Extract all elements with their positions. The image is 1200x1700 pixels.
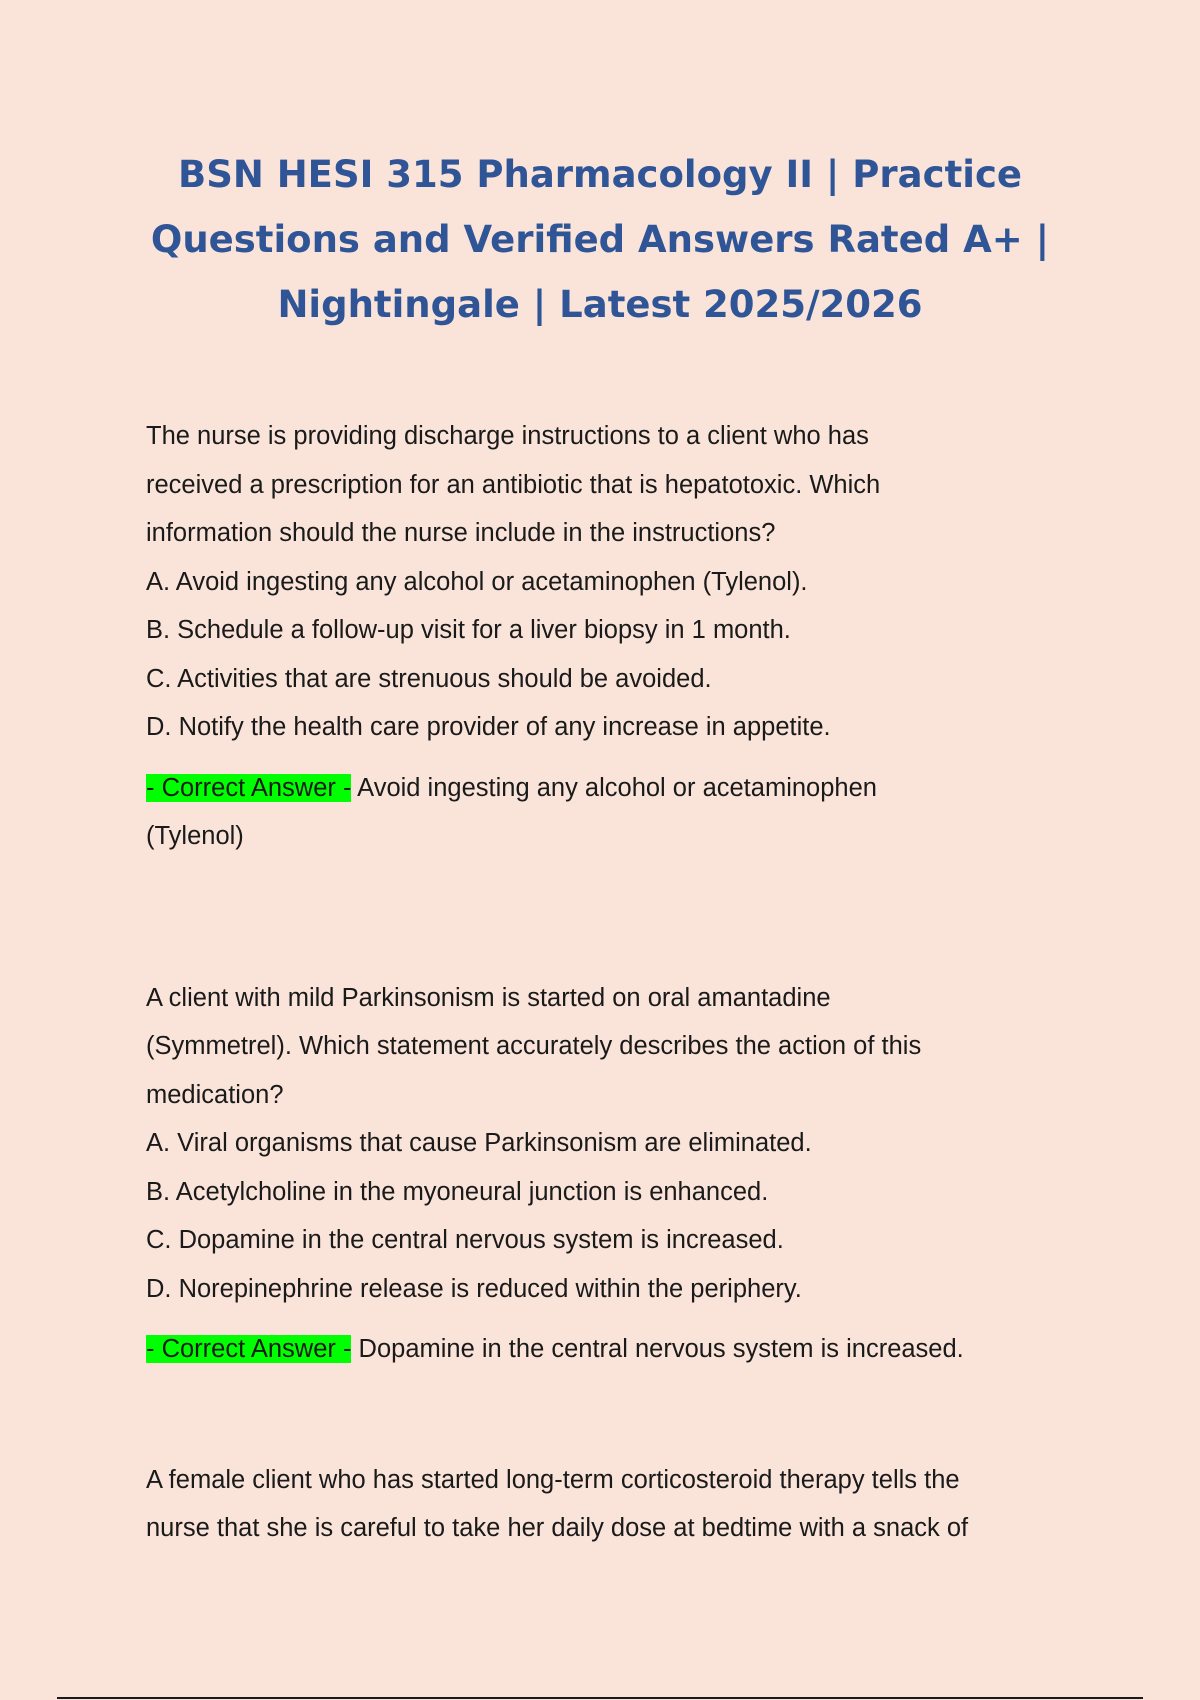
correct-answer-text: Dopamine in the central nervous system is increased. (351, 1335, 964, 1363)
option-a: A. Viral organisms that cause Parkinsonism are eliminated. (146, 1129, 812, 1157)
title-line: Questions and Verified Answers Rated A+ | (150, 218, 1050, 261)
option-c: C. Activities that are strenuous should be avoided. (146, 664, 712, 693)
question-1 (146, 412, 1086, 861)
stem-line: medication? (146, 1080, 284, 1109)
question-stem (146, 1456, 1086, 1553)
option-b: B. Acetylcholine in the myoneural junction is enhanced. (146, 1177, 769, 1206)
page-bottom-rule (57, 1697, 1143, 1699)
option-a: A. Avoid ingesting any alcohol or acetaminophen (Tylenol). (146, 567, 808, 596)
answer-options (146, 1119, 1086, 1313)
option-d: D. Norepinephrine release is reduced within the periphery. (146, 1274, 802, 1303)
stem-line: A female client who has started long-term corticosteroid therapy tells the (146, 1465, 960, 1494)
correct-answer (146, 764, 1086, 861)
title-line: Nightingale | Latest 2025/2026 (277, 283, 923, 326)
option-b: B. Schedule a follow-up visit for a liver biopsy in 1 month. (146, 616, 791, 644)
stem-line: received a prescription for an antibiotic that is hepatotoxic. Which (146, 470, 881, 499)
question-stem (146, 412, 1086, 558)
spacer (146, 1374, 1086, 1456)
spacer (146, 861, 1086, 974)
correct-answer-label: - Correct Answer - (146, 773, 352, 802)
question-2 (146, 974, 1086, 1374)
correct-answer (146, 1325, 1086, 1374)
question-stem (146, 974, 1086, 1120)
document-body (146, 412, 1086, 1553)
stem-line: nurse that she is careful to take her daily dose at bedtime with a snack of (146, 1514, 969, 1542)
correct-answer-text: Avoid ingesting any alcohol or acetaminophen (351, 773, 877, 802)
correct-answer-label: - Correct Answer - (146, 1335, 352, 1363)
stem-line: information should the nurse include in the instructions? (146, 519, 776, 547)
option-d: D. Notify the health care provider of any increase in appetite. (146, 713, 831, 741)
correct-answer-text: (Tylenol) (146, 822, 244, 850)
option-c: C. Dopamine in the central nervous system is increased. (146, 1226, 784, 1254)
stem-line: A client with mild Parkinsonism is started on oral amantadine (146, 983, 831, 1012)
stem-line: The nurse is providing discharge instructions to a client who has (146, 422, 869, 450)
document-title (130, 142, 1070, 337)
answer-options (146, 558, 1086, 752)
question-3 (146, 1456, 1086, 1553)
title-line: BSN HESI 315 Pharmacology II | Practice (178, 153, 1022, 196)
stem-line: (Symmetrel). Which statement accurately describes the action of this (146, 1032, 922, 1060)
